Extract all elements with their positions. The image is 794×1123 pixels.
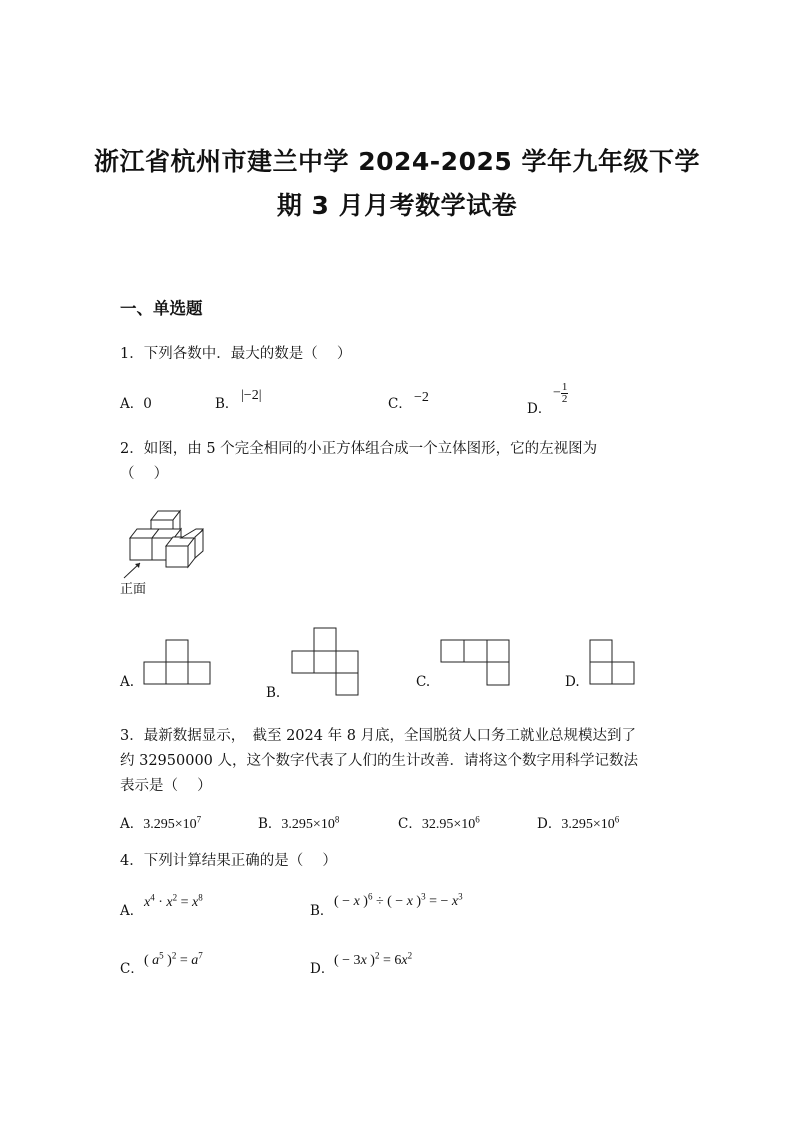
q1-option-a: A．0 xyxy=(120,396,152,412)
q3-option-c xyxy=(398,812,480,833)
option-math xyxy=(281,814,340,832)
q4-stem: 4．下列计算结果正确的是（ ） xyxy=(120,853,337,869)
option-math xyxy=(421,814,480,832)
math-exponent: 8 xyxy=(334,814,340,825)
q3-option-b xyxy=(258,812,339,833)
q1-option-b-label: B． xyxy=(215,396,239,412)
math-base: 3.295×10 xyxy=(561,817,615,832)
q4-option-d-label: D． xyxy=(310,961,335,977)
q4-option-c-label: C． xyxy=(120,961,144,977)
option-label: D． xyxy=(537,816,562,832)
q3-stem-line2: 约 32950000 人，这个数字代表了人们的生计改善．请将这个数字用科学记数法 xyxy=(120,753,639,769)
section-heading: 一、单选题 xyxy=(120,299,203,318)
q4-option-c-math: ( $a^5$ )$^2 = a^7$ xyxy=(144,950,203,968)
math-base: 3.295×10 xyxy=(281,817,335,832)
q2-option-a-label: A. xyxy=(120,674,135,690)
q4-option-b-math: ( − x )$^6$ ÷ ( − x )$^3$ = − $x^3$ xyxy=(334,891,463,909)
q3-stem-line1: 3．最新数据显示， 截至 2024 年 8 月底，全国脱贫人口务工就业总规模达到了 xyxy=(120,728,637,744)
doc-title-line1: 浙江省杭州市建兰中学 2024-2025 学年九年级下学 xyxy=(94,147,700,176)
option-math xyxy=(561,814,620,832)
q3-option-a xyxy=(120,812,201,833)
q3-option-d xyxy=(537,812,619,833)
q4-option-a-label: A． xyxy=(120,903,144,919)
q3-stem-line3: 表示是（ ） xyxy=(120,778,212,794)
q1-option-b-math: |−2| xyxy=(241,388,262,403)
q2-option-d-label: D. xyxy=(565,674,580,690)
fraction-numerator: 1 xyxy=(561,381,568,393)
q1-option-c-math: −2 xyxy=(414,390,429,405)
q2-stem-line2: （ ） xyxy=(120,466,169,482)
fraction-denominator: 2 xyxy=(561,393,568,405)
option-label: C． xyxy=(398,816,422,832)
q1-option-c-label: C． xyxy=(388,396,412,412)
q2-stem-line1: 2．如图，由 5 个完全相同的小正方体组合成一个立体图形，它的左视图为 xyxy=(120,441,598,457)
q4-option-d-math: ( − 3x )$^2 = 6x^2$ xyxy=(334,950,413,968)
math-exponent: 7 xyxy=(196,814,202,825)
q1-option-d-label: D． xyxy=(527,401,552,417)
q1-stem: 1．下列各数中．最大的数是（ ） xyxy=(120,346,352,362)
option-math xyxy=(143,814,202,832)
math-exponent: 6 xyxy=(614,814,620,825)
q1-option-d-sign: − xyxy=(553,385,561,401)
front-view-label: 正面 xyxy=(120,582,147,597)
math-base: 32.95×10 xyxy=(421,817,476,832)
q4-option-a-math: $x^4 \cdot x^2 = x^8$ xyxy=(144,892,203,910)
math-exponent: 6 xyxy=(475,814,480,825)
option-label: B． xyxy=(258,816,282,832)
q4-option-b-label: B． xyxy=(310,903,334,919)
math-base: 3.295×10 xyxy=(143,817,197,832)
option-label: A． xyxy=(120,816,144,832)
q2-option-c-label: C. xyxy=(416,674,431,690)
doc-title-line2: 期 3 月月考数学试卷 xyxy=(276,191,518,220)
q2-option-b-label: B. xyxy=(266,685,281,701)
